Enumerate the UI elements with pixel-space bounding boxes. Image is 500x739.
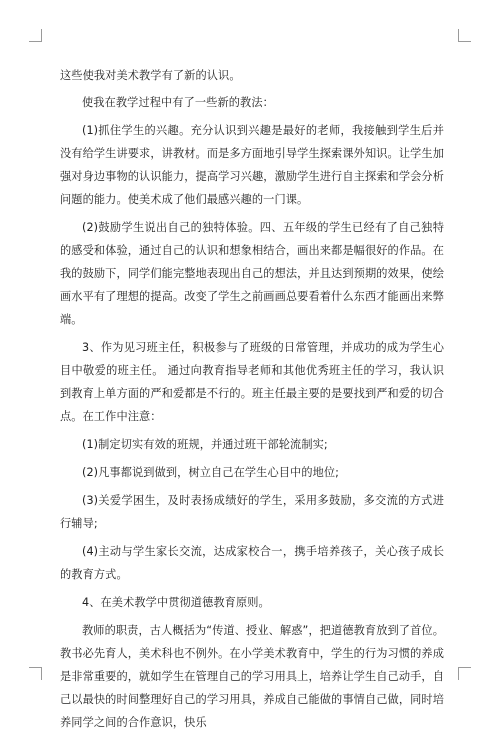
paragraph-continuation: 这些使我对美术教学有了新的认识。 bbox=[60, 69, 241, 82]
document-body bbox=[60, 64, 444, 739]
crop-mark-top-left bbox=[29, 29, 42, 42]
crop-mark-bottom-left bbox=[29, 667, 42, 680]
paragraph-section-4-heading: 4、在美术教学中贯彻道德教育原则。 bbox=[82, 596, 270, 609]
paragraph-item-2: (2)凡事都说到做到，树立自己在学生心目中的地位; bbox=[82, 466, 340, 479]
paragraph-method-1: (1)抓住学生的兴趣。充分认识到兴趣是最好的老师，我接触到学生后并没有给学生讲要求，讲教材。而是多方面地引导学生探索课外知识。让学生加强对身边事物的认识能力，提高学习兴趣，激励学生进行自主探索和学会分析问题的能力。使美术成了他们最感兴趣的一门课。 bbox=[60, 124, 444, 206]
crop-mark-bottom-right bbox=[458, 667, 471, 680]
paragraph-methods-intro: 使我在教学过程中有了一些新的教法： bbox=[82, 96, 274, 109]
paragraph-item-3: (3)关爱学困生，及时表扬成绩好的学生，采用多鼓励，多交流的方式进行辅导; bbox=[60, 494, 444, 530]
paragraph-item-4: (4)主动与学生家长交流，达成家校合一，携手培养孩子，关心孩子成长的教育方式。 bbox=[60, 545, 444, 581]
paragraph-method-2: (2)鼓励学生说出自己的独特体验。四、五年级的学生已经有了自己独特的感受和体验，通过自己的认识和想象相结合，画出来都是幅很好的作品。在我的鼓励下，同学们能完整地表现出自己的想法，并且达到预期的效果，使绘画水平有了理想的提高。改变了学生之前画画总要看着什么东西才能画出来弊端。 bbox=[60, 221, 444, 326]
paragraph-item-1: (1)制定切实有效的班规，并通过班干部轮流制实; bbox=[82, 438, 328, 451]
crop-mark-top-right bbox=[458, 29, 471, 42]
paragraph-section-3: 3、作为见习班主任，积极参与了班级的日常管理，并成功的成为学生心目中敬爱的班主任。 通过向教育指导老师和其他优秀班主任的学习，我认识到教育上单方面的严和爱都是不行的。班主任最主要的是要找到严和爱的切合点。在工作中注意： bbox=[60, 341, 444, 423]
paragraph-section-4-body: 教师的职责，古人概括为“传道、授业、解惑”，把道德教育放到了首位。教书必先育人，美术科也不例外。在小学美术教育中，学生的行为习惯的养成是非常重要的，就如学生在管理自己的学习用具上，培养让学生自己动手，自己以最快的时间整理好自己的学习用具，养成自己能做的事情自己做，同时培养同学之间的合作意识，快乐 bbox=[60, 624, 444, 729]
